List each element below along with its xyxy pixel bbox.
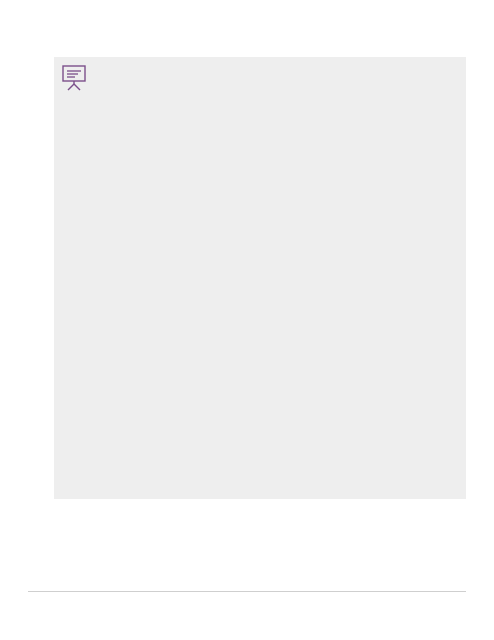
- footer-divider: [28, 591, 466, 592]
- exhibit-box: [54, 57, 466, 499]
- exhibit-header: [62, 65, 460, 95]
- presentation-board-icon: [62, 65, 86, 91]
- exhibit-content: [60, 97, 460, 102]
- page-footer: [28, 591, 466, 605]
